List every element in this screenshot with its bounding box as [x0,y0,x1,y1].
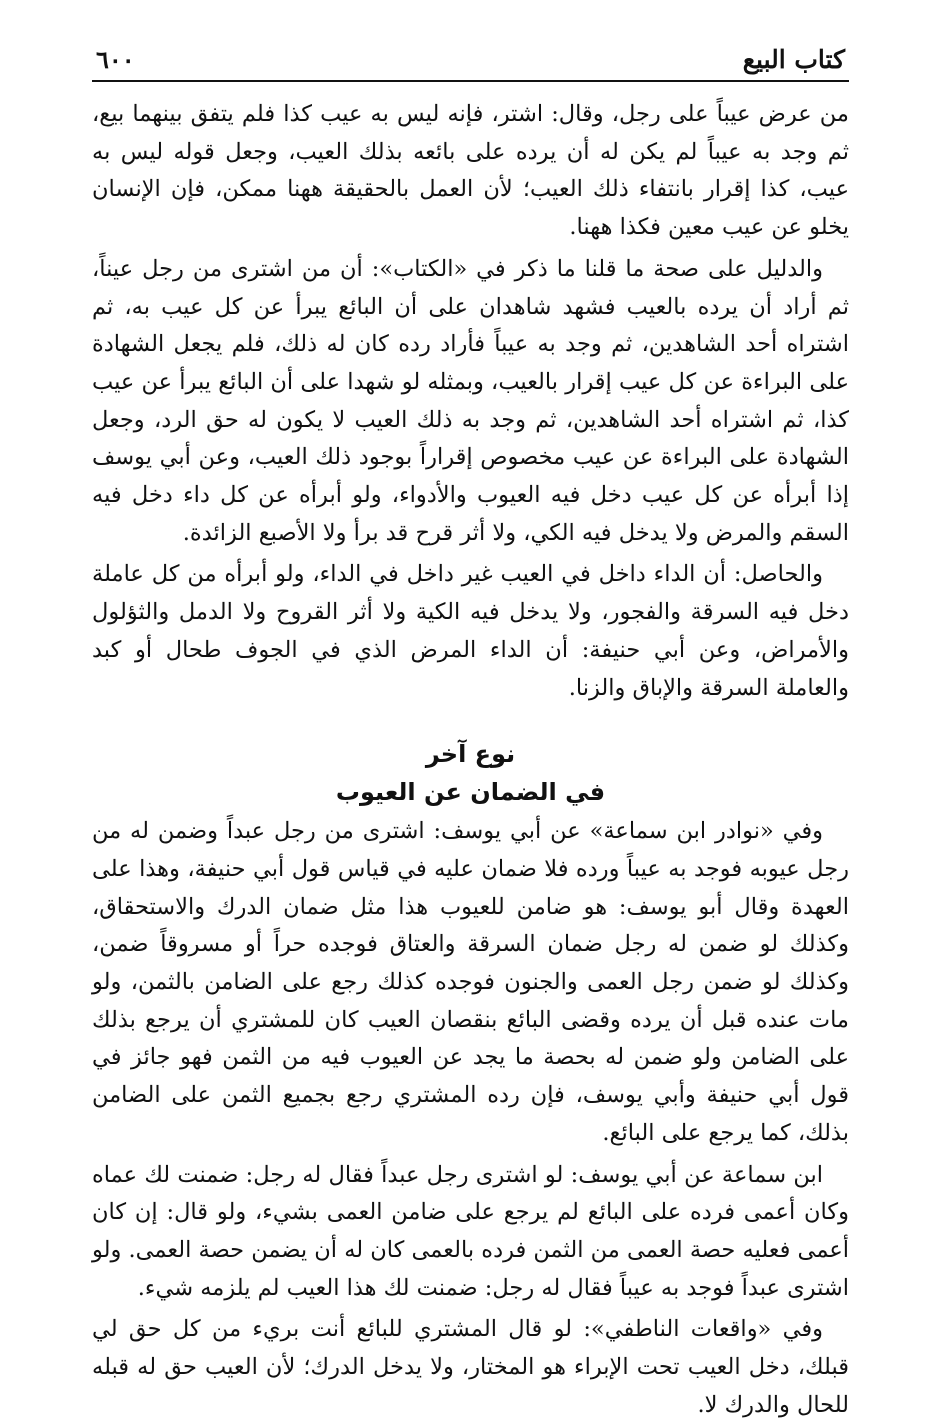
chapter-title: كتاب البيع [742,45,845,74]
paragraph: وفي «واقعات الناطفي»: لو قال المشتري للبائع أنت بريء من كل حق لي قبلك، دخل العيب تحت الإبراء هو المختار، ولا يدخل الدرك؛ لأن العيب حق له قبله للحال والدرك لا. [92,1316,849,1418]
page-number: ٦٠٠ [96,45,135,74]
paragraph: والحاصل: أن الداء داخل في العيب غير داخل في الداء، ولو أبرأه من كل عاملة دخل فيه السرقة والفجور، ولا يدخل فيه الكية ولا أثر القروح ولا الدمل والثؤلول والأمراض، وعن أبي حنيفة: أن الداء المرض الذي في الجوف طحال أو كبد والعاملة السرقة والإباق والزنا. [92,561,849,701]
paragraph: وفي «نوادر ابن سماعة» عن أبي يوسف: اشترى من رجل عبداً وضمن له من رجل عيوبه فوجد به عيباً ورده فلا ضمان عليه في قياس قول أبي حنيفة، وهذا على العهدة وقال أبو يوسف: هو ضامن للعيوب هذا مثل ضمان الدرك والاستحقاق، وكذلك لو ضمن له رجل ضمان السرقة والعتاق فوجده حراً أو مسروقاً ضمن، وكذلك لو ضمن رجل العمى والجنون فوجده كذلك رجع على الضامن بالثمن، ولو مات عنده قبل أن يرده وقضى البائع بنقصان العيب كان للمشتري أن يرجع بذلك على الضامن ولو ضمن له بحصة ما يجد عن العيوب فيه من الثمن فهو جائز في قول أبي حنيفة وأبي يوسف، فإن رده المشتري رجع بجميع الثمن على الضامن بذلك، كما يرجع على البائع. [92,818,849,1146]
page-body [92,96,849,1425]
running-header [92,40,849,82]
section-heading [92,735,849,811]
paragraph: ابن سماعة عن أبي يوسف: لو اشترى رجل عبداً فقال له رجل: ضمنت لك عماه وكان أعمى فرده على البائع لم يرجع على ضامن العمى بشيء، ولو قال: إن كان أعمى فعليه حصة العمى من الثمن فرده بالعمى كان له أن يضمن حصة العمى. ولو اشترى عبداً فوجد به عيباً فقال له رجل: ضمنت لك هذا العيب لم يلزمه شيء. [92,1161,849,1301]
paragraph: والدليل على صحة ما قلنا ما ذكر في «الكتاب»: أن من اشترى من رجل عيناً، ثم أراد أن يرده بالعيب فشهد شاهدان على أن البائع يبرأ عن كل عيب به، ثم اشتراه أحد الشاهدين، ثم وجد به عيباً فأراد رده كان له ذلك، فلم يجعل الشهادة على البراءة عن كل عيب إقرار بالعيب، وبمثله لو شهدا على أن البائع يبرأ عن عيب كذا، ثم اشتراه أحد الشاهدين، ثم وجد به ذلك العيب لا يكون له حق الرد، وجعل الشهادة على البراءة عن عيب مخصوص إقراراً بوجود ذلك العيب، وعن أبي يوسف إذا أبرأه عن كل عيب دخل فيه العيوب والأدواء، ولو أبرأه عن كل داء دخل فيه السقم والمرض ولا يدخل فيه الكي، ولا أثر قرح قد برأ ولا الأصبع الزائدة. [92,255,849,546]
paragraph: من عرض عيباً على رجل، وقال: اشتر، فإنه ليس به عيب كذا فلم يتفق بينهما بيع، ثم وجد به عيباً لم يكن له أن يرده على بائعه بذلك العيب، وجعل قوله ليس به عيب، كذا إقرار بانتفاء ذلك العيب؛ لأن العمل بالحقيقة ههنا ممكن، فإن الإنسان يخلو عن عيب معين فكذا ههنا. [92,101,849,241]
section-heading-line2: في الضمان عن العيوب [335,778,606,807]
section-heading-line1: نوع آخر [425,740,516,769]
